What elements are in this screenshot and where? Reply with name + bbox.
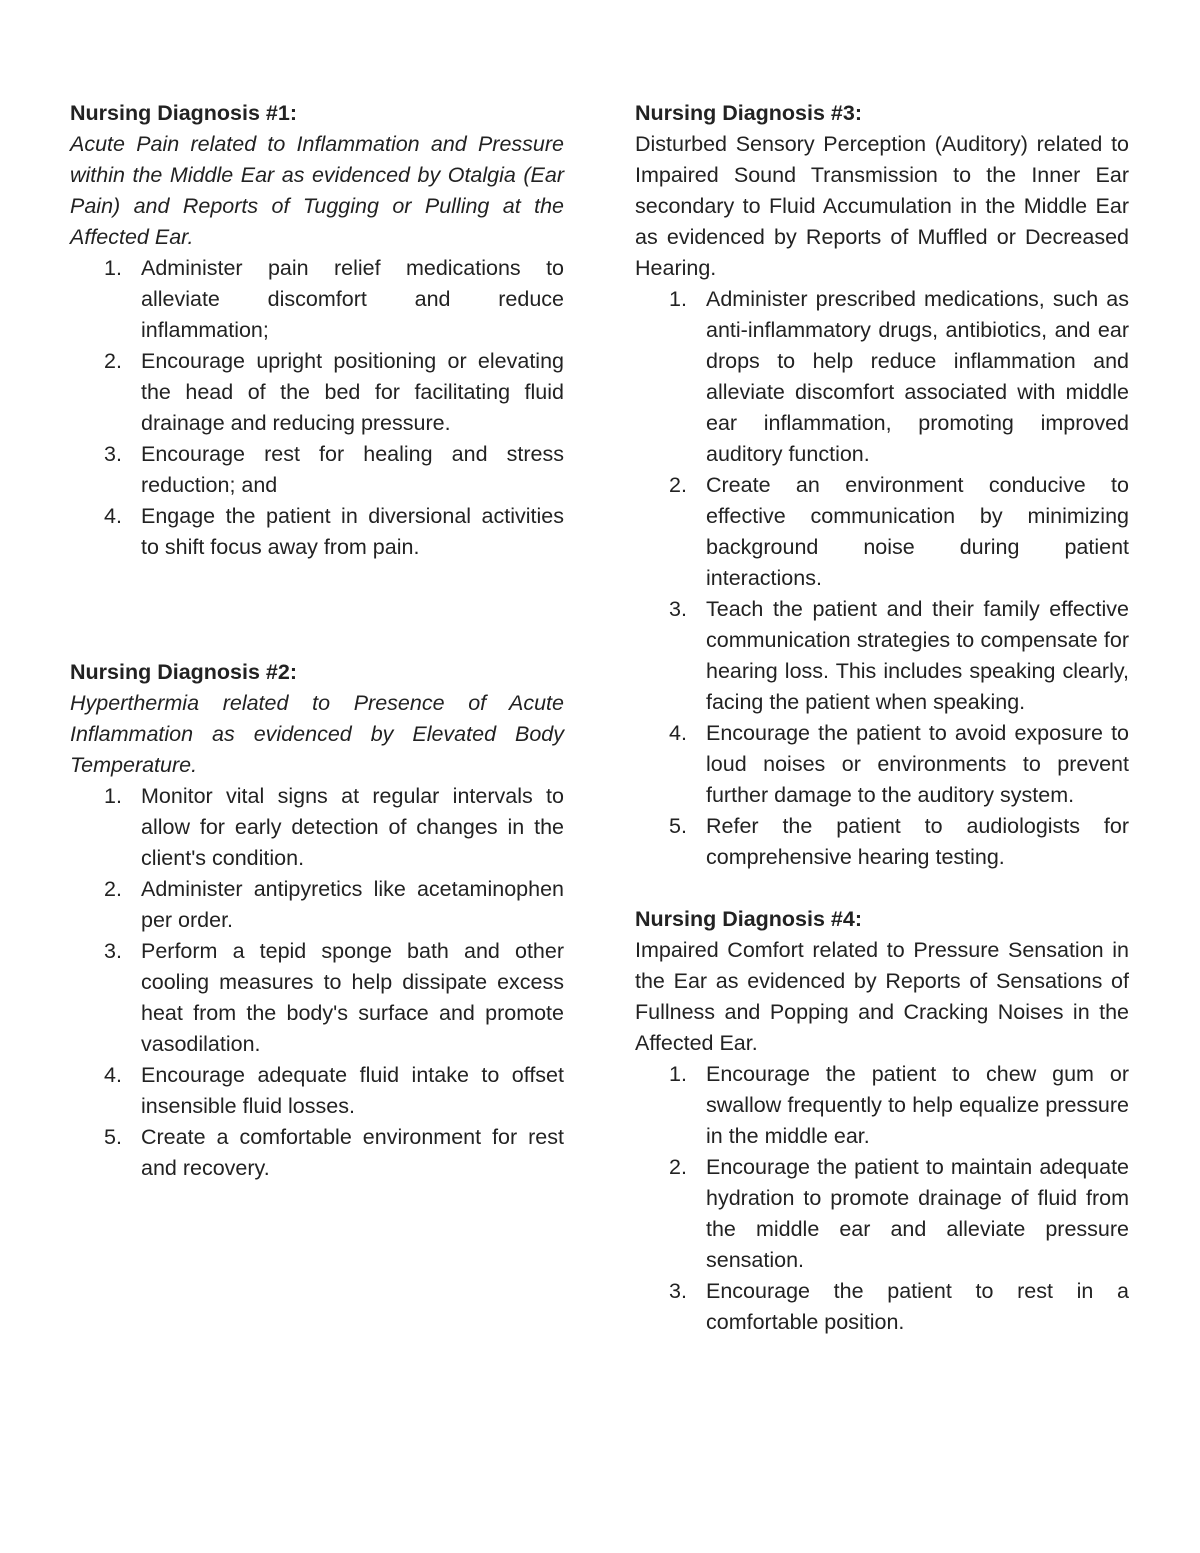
item-number: 2. (669, 1155, 687, 1179)
intervention-item (669, 1059, 1129, 1152)
intervention-item (669, 811, 1129, 873)
item-text: Encourage the patient to rest in a comfortable position. (706, 1279, 1129, 1334)
item-text: Administer antipyretics like acetaminophen per order. (141, 877, 564, 932)
intervention-item (104, 439, 564, 501)
diagnosis-description: Disturbed Sensory Perception (Auditory) related to Impaired Sound Transmission to the Inner Ear secondary to Fluid Accumulation in the Middle Ear as evidenced by Reports of Muffled or Decreased Hearing. (635, 132, 1129, 280)
intervention-item (104, 936, 564, 1060)
diagnosis-heading: Nursing Diagnosis #1: (70, 101, 297, 125)
intervention-item (669, 718, 1129, 811)
diagnosis-description: Impaired Comfort related to Pressure Sensation in the Ear as evidenced by Reports of Sensations of Fullness and Popping and Cracking Noises in the Affected Ear. (635, 938, 1129, 1055)
intervention-item (669, 594, 1129, 718)
item-number: 1. (104, 256, 122, 280)
item-number: 1. (104, 784, 122, 808)
item-text: Encourage the patient to chew gum or swallow frequently to help equalize pressure in the middle ear. (706, 1062, 1129, 1148)
item-number: 3. (669, 597, 687, 621)
right-column (635, 98, 1129, 1338)
intervention-list (70, 781, 564, 1184)
item-text: Teach the patient and their family effective communication strategies to compensate for hearing loss. This includes speaking clearly, facing the patient when speaking. (706, 597, 1129, 714)
intervention-item (669, 470, 1129, 594)
left-column (70, 98, 564, 1184)
intervention-item (669, 1152, 1129, 1276)
intervention-item (104, 874, 564, 936)
intervention-list (635, 284, 1129, 873)
diagnosis-3 (635, 98, 1129, 873)
intervention-list (635, 1059, 1129, 1338)
section-spacer (635, 873, 1129, 904)
item-number: 4. (669, 721, 687, 745)
item-number: 2. (104, 877, 122, 901)
diagnosis-heading: Nursing Diagnosis #3: (635, 101, 862, 125)
item-number: 4. (104, 504, 122, 528)
item-text: Encourage rest for healing and stress reduction; and (141, 442, 564, 497)
intervention-item (104, 1122, 564, 1184)
item-text: Create a comfortable environment for rest and recovery. (141, 1125, 564, 1180)
intervention-item (669, 284, 1129, 470)
item-text: Encourage upright positioning or elevating the head of the bed for facilitating fluid drainage and reducing pressure. (141, 349, 564, 435)
intervention-item (104, 781, 564, 874)
intervention-list (70, 253, 564, 563)
item-number: 2. (669, 473, 687, 497)
item-number: 1. (669, 287, 687, 311)
item-text: Encourage the patient to maintain adequate hydration to promote drainage of fluid from the middle ear and alleviate pressure sensation. (706, 1155, 1129, 1272)
diagnosis-4 (635, 904, 1129, 1338)
diagnosis-2 (70, 657, 564, 1184)
item-text: Administer pain relief medications to alleviate discomfort and reduce inflammation; (141, 256, 564, 342)
item-number: 3. (669, 1279, 687, 1303)
item-text: Create an environment conducive to effective communication by minimizing background noise during patient interactions. (706, 473, 1129, 590)
intervention-item (104, 253, 564, 346)
section-spacer (70, 563, 564, 657)
item-text: Perform a tepid sponge bath and other cooling measures to help dissipate excess heat from the body's surface and promote vasodilation. (141, 939, 564, 1056)
diagnosis-1 (70, 98, 564, 563)
item-text: Engage the patient in diversional activities to shift focus away from pain. (141, 504, 564, 559)
item-text: Monitor vital signs at regular intervals to allow for early detection of changes in the client's condition. (141, 784, 564, 870)
item-number: 5. (669, 814, 687, 838)
intervention-item (104, 1060, 564, 1122)
intervention-item (669, 1276, 1129, 1338)
diagnosis-heading: Nursing Diagnosis #2: (70, 660, 297, 684)
item-number: 5. (104, 1125, 122, 1149)
intervention-item (104, 501, 564, 563)
diagnosis-description: Acute Pain related to Inflammation and Pressure within the Middle Ear as evidenced by Otalgia (Ear Pain) and Reports of Tugging or Pulling at the Affected Ear. (70, 132, 564, 249)
item-number: 2. (104, 349, 122, 373)
diagnosis-description: Hyperthermia related to Presence of Acute Inflammation as evidenced by Elevated Body Temperature. (70, 691, 564, 777)
item-number: 3. (104, 442, 122, 466)
intervention-item (104, 346, 564, 439)
item-text: Administer prescribed medications, such as anti-inflammatory drugs, antibiotics, and ear drops to help reduce inflammation and alleviate discomfort associated with middle ear inflammation, promoting improved auditory function. (706, 287, 1129, 466)
item-number: 3. (104, 939, 122, 963)
item-text: Encourage the patient to avoid exposure to loud noises or environments to prevent further damage to the auditory system. (706, 721, 1129, 807)
item-text: Refer the patient to audiologists for comprehensive hearing testing. (706, 814, 1129, 869)
item-text: Encourage adequate fluid intake to offset insensible fluid losses. (141, 1063, 564, 1118)
item-number: 4. (104, 1063, 122, 1087)
diagnosis-heading: Nursing Diagnosis #4: (635, 907, 862, 931)
item-number: 1. (669, 1062, 687, 1086)
